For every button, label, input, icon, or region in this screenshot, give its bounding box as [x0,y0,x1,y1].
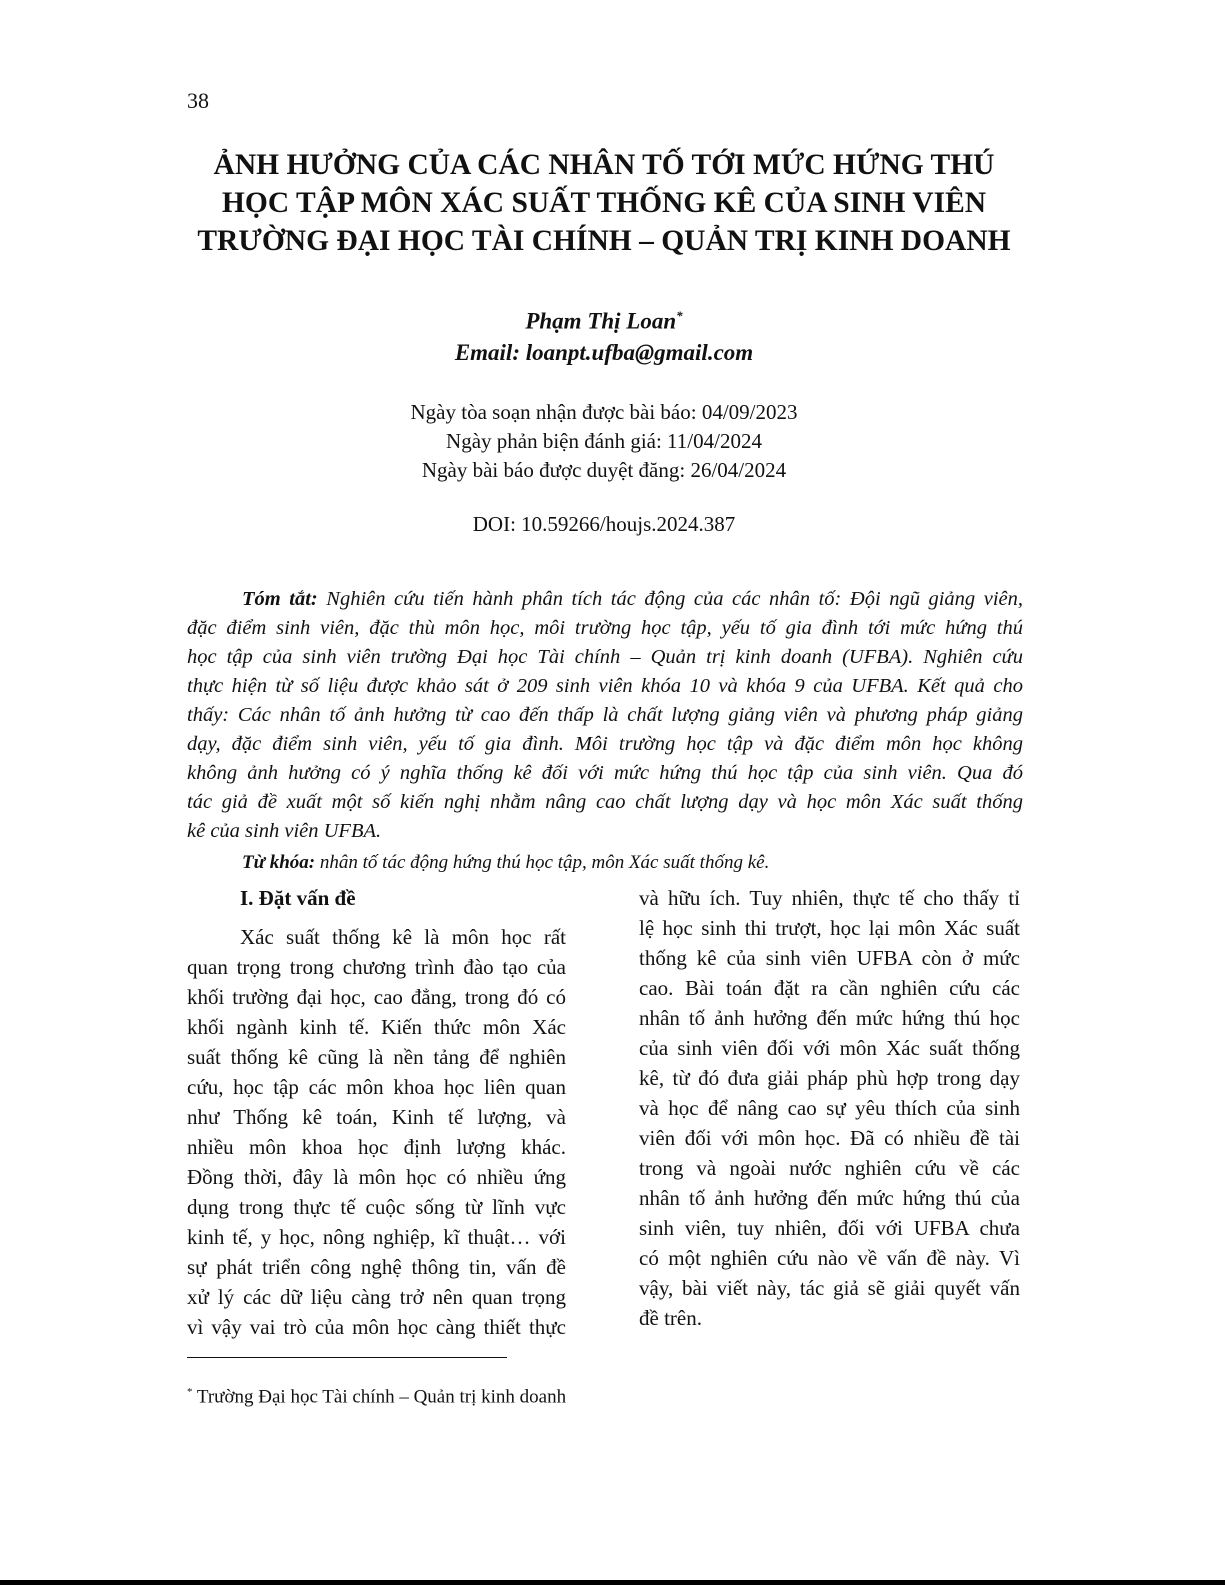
body-line: viên đối với môn học. Đã có nhiều đề tài [639,1126,1020,1150]
body-line: Đồng thời, đây là môn học có nhiều ứng [187,1165,566,1189]
abstract-line: học tập của sinh viên trường Đại học Tài chính – Quản trị kinh doanh (UFBA). Nghiên cứu [187,646,1023,668]
article-title [150,146,1058,260]
abstract-line: Tóm tắt: Nghiên cứu tiến hành phân tích tác động của các nhân tố: Đội ngũ giảng viên, [242,588,1023,610]
abstract-line: dạy, đặc điểm sinh viên, yếu tố gia đình. Môi trường học tập và đặc điểm môn học không [187,733,1023,755]
doi: DOI: 10.59266/houjs.2024.387 [472,512,736,536]
title-line: TRƯỜNG ĐẠI HỌC TÀI CHÍNH – QUẢN TRỊ KINH DOANH [197,225,1011,257]
date-accepted: Ngày bài báo được duyệt đăng: 26/04/2024 [421,458,787,482]
body-line: sinh viên, tuy nhiên, đối với UFBA chưa [639,1216,1020,1240]
page-number: 38 [187,88,209,113]
body-line: khối ngành kinh tế. Kiến thức môn Xác [187,1015,566,1039]
body-line: sự phát triển công nghệ thông tin, vấn đề [187,1255,566,1279]
abstract [187,585,1023,846]
author-email: Email: loanpt.ufba@gmail.com [454,339,754,365]
abstract-line: đặc điểm sinh viên, đặc thù môn học, môi trường học tập, yếu tố gia đình tới mức hứng thú [187,617,1023,639]
body-line: có một nghiên cứu nào về vấn đề này. Vì [639,1246,1020,1270]
body-line: quan trọng trong chương trình đào tạo của [187,955,566,979]
footnote [187,1386,566,1408]
date-reviewed: Ngày phản biện đánh giá: 11/04/2024 [446,429,762,453]
body-line: nhiều môn khoa học định lượng khác. [187,1135,566,1159]
body-line: kê, từ đó đưa giải pháp phù hợp trong dạy [639,1066,1020,1090]
footnote-text: Trường Đại học Tài chính – Quản trị kinh doanh [192,1386,567,1408]
abstract-line: không ảnh hưởng có ý nghĩa thống kê đối với mức hứng thú học tập của sinh viên. Qua đó [187,762,1023,784]
body-line: dụng trong thực tế cuộc sống từ lĩnh vực [187,1195,566,1219]
page-bottom-edge [0,1580,1225,1585]
abstract-line: kê của sinh viên UFBA. [187,820,382,842]
abstract-label: Tóm tắt: [242,588,318,610]
body-line: cao. Bài toán đặt ra cần nghiên cứu các [639,976,1020,1000]
body-line: vậy, bài viết này, tác giả sẽ giải quyết vấn [639,1276,1020,1300]
keywords-label: Từ khóa: [242,852,316,873]
body-line: xử lý các dữ liệu càng trở nên quan trọng [187,1285,566,1309]
section-heading: I. Đặt vấn đề [240,886,356,910]
footnote-marker: * [187,1386,193,1398]
author-footnote-marker: * [676,308,683,323]
body-line: và học để nâng cao sự yêu thích của sinh [639,1096,1020,1120]
author-name: Phạm Thị Loan [525,308,677,334]
body-line: cứu, học tập các môn khoa học liên quan [187,1075,566,1099]
author-block [0,300,1208,368]
abstract-line: thấy: Các nhân tố ảnh hưởng từ cao đến thấp là chất lượng giảng viên và phương pháp giảng [187,704,1023,726]
title-line: HỌC TẬP MÔN XÁC SUẤT THỐNG KÊ CỦA SINH VIÊN [221,187,987,219]
submission-dates [0,398,1208,485]
body-line: thống kê của sinh viên UFBA còn ở mức [639,946,1020,970]
body-column-left [187,883,566,1342]
title-line: ẢNH HƯỞNG CỦA CÁC NHÂN TỐ TỚI MỨC HỨNG THÚ [213,149,995,181]
keywords-text: nhân tố tác động hứng thú học tập, môn Xác suất thống kê. [315,852,770,873]
date-received: Ngày tòa soạn nhận được bài báo: 04/09/2023 [410,400,798,424]
abstract-line: tác giả đề xuất một số kiến nghị nhằm nâng cao chất lượng dạy và học môn Xác suất thống [187,791,1023,813]
body-line: nhân tố ảnh hưởng đến mức hứng thú của [639,1186,1020,1210]
keywords [242,852,769,874]
body-line: đề trên. [639,1306,702,1330]
body-column-right [639,883,1020,1333]
body-line: trong và ngoài nước nghiên cứu về các [639,1156,1020,1180]
body-line: khối trường đại học, cao đẳng, trong đó có [187,985,566,1009]
abstract-line: thực hiện từ số liệu được khảo sát ở 209 sinh viên khóa 10 và khóa 9 của UFBA. Kết quả cho [187,675,1023,697]
body-line: của sinh viên đối với môn Xác suất thống [639,1036,1020,1060]
body-line: kinh tế, y học, nông nghiệp, kĩ thuật… với [187,1225,566,1249]
footnote-divider [187,1357,507,1358]
body-line: vì vậy vai trò của môn học càng thiết thực [187,1315,566,1339]
body-line: như Thống kê toán, Kinh tế lượng, và [187,1105,566,1129]
body-line: lệ học sinh thi trượt, học lại môn Xác suất [639,916,1020,940]
body-line: suất thống kê cũng là nền tảng để nghiên [187,1045,566,1069]
body-line: nhân tố ảnh hưởng đến mức hứng thú học [639,1006,1020,1030]
body-line: Xác suất thống kê là môn học rất [240,925,566,949]
body-line: và hữu ích. Tuy nhiên, thực tế cho thấy tỉ [639,886,1020,910]
